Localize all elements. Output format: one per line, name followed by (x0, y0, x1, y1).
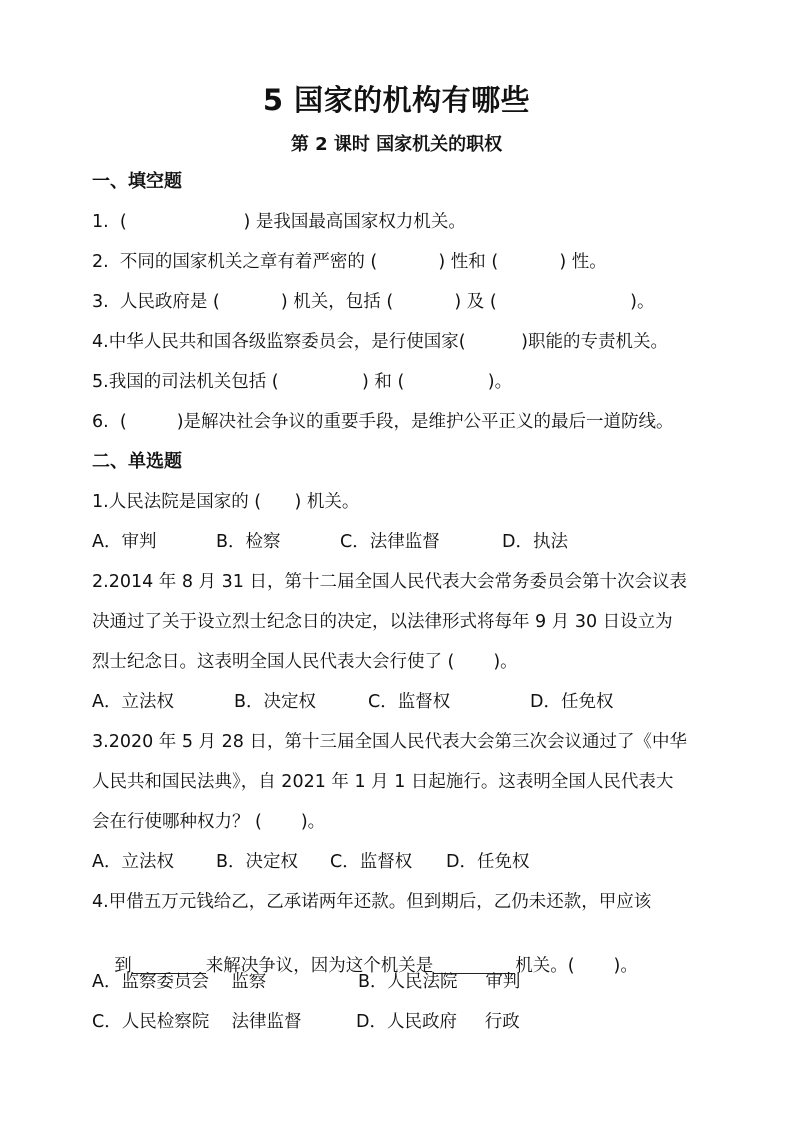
option-a: A．审判 (92, 532, 157, 552)
question-1-3: 3. 人民政府是 ( ) 机关，包括 ( ) 及 ( )。 (92, 292, 655, 312)
option-c: C．监督权 (330, 852, 413, 872)
question-2-3-line-1: 3.2020 年 5 月 28 日，第十三届全国人民代表大会第三次会议通过了《中华 (92, 732, 687, 752)
option-c: C．法律监督 (340, 532, 440, 552)
option-a: A．立法权 (92, 852, 174, 872)
question-1-6: 6. ( )是解决社会争议的重要手段，是维护公平正义的最后一道防线。 (92, 412, 674, 432)
question-2-1-stem: 1.人民法院是国家的 ( ) 机关。 (92, 492, 360, 512)
option-a: A．立法权 (92, 692, 174, 712)
option-d: D．执法 (502, 532, 568, 552)
question-2-2-options (92, 690, 712, 714)
option-a: A．监察委员会 监察 (92, 972, 267, 992)
question-2-4-line-1: 4.甲借五万元钱给乙，乙承诺两年还款。但到期后，乙仍未还款，甲应该 (92, 892, 652, 912)
option-b: B．检察 (216, 532, 281, 552)
option-d: D．任免权 (530, 692, 614, 712)
question-1-5: 5.我国的司法机关包括 ( ) 和 ( )。 (92, 372, 513, 392)
question-2-3-options (92, 850, 712, 874)
option-d: D．人民政府 行政 (356, 1012, 520, 1032)
question-2-4-text-c: 机关。( )。 (515, 956, 638, 976)
option-c: C．监督权 (368, 692, 451, 712)
option-b: B．决定权 (216, 852, 299, 872)
question-2-4-text-a: 到 (114, 956, 132, 976)
page-subtitle: 第 2 课时 国家机关的职权 (290, 134, 503, 155)
question-2-4-text-b: 来解决争议，因为这个机关是 (205, 956, 434, 976)
section-heading-fill-blank: 一、填空题 (92, 171, 182, 192)
page-title: 5 国家的机构有哪些 (262, 83, 531, 117)
option-c: C．人民检察院 法律监督 (92, 1012, 302, 1032)
question-2-2-line-1: 2.2014 年 8 月 31 日，第十二届全国人民代表大会常务委员会第十次会议表 (92, 572, 687, 592)
question-2-3-line-3: 会在行使哪种权力？ ( )。 (92, 812, 326, 832)
question-1-1: 1. ( ) 是我国最高国家权力机关。 (92, 212, 466, 232)
question-2-4-options-row-1 (92, 970, 712, 994)
option-b: B．决定权 (234, 692, 317, 712)
question-2-4-options-row-2 (92, 1010, 712, 1034)
option-b: B．人民法院 审判 (358, 972, 521, 992)
question-2-2-line-2: 决通过了关于设立烈士纪念日的决定，以法律形式将每年 9 月 30 日设立为 (92, 612, 673, 632)
question-1-2: 2. 不同的国家机关之章有着严密的 ( ) 性和 ( ) 性。 (92, 252, 607, 272)
question-2-2-line-3: 烈士纪念日。这表明全国人民代表大会行使了 ( )。 (92, 652, 518, 672)
question-2-1-options (92, 530, 712, 554)
option-d: D．任免权 (446, 852, 530, 872)
section-heading-single-choice: 二、单选题 (92, 451, 182, 472)
question-2-3-line-2: 人民共和国民法典》，自 2021 年 1 月 1 日起施行。这表明全国人民代表大 (92, 772, 674, 792)
question-1-4: 4.中华人民共和国各级监察委员会，是行使国家( )职能的专责机关。 (92, 332, 668, 352)
